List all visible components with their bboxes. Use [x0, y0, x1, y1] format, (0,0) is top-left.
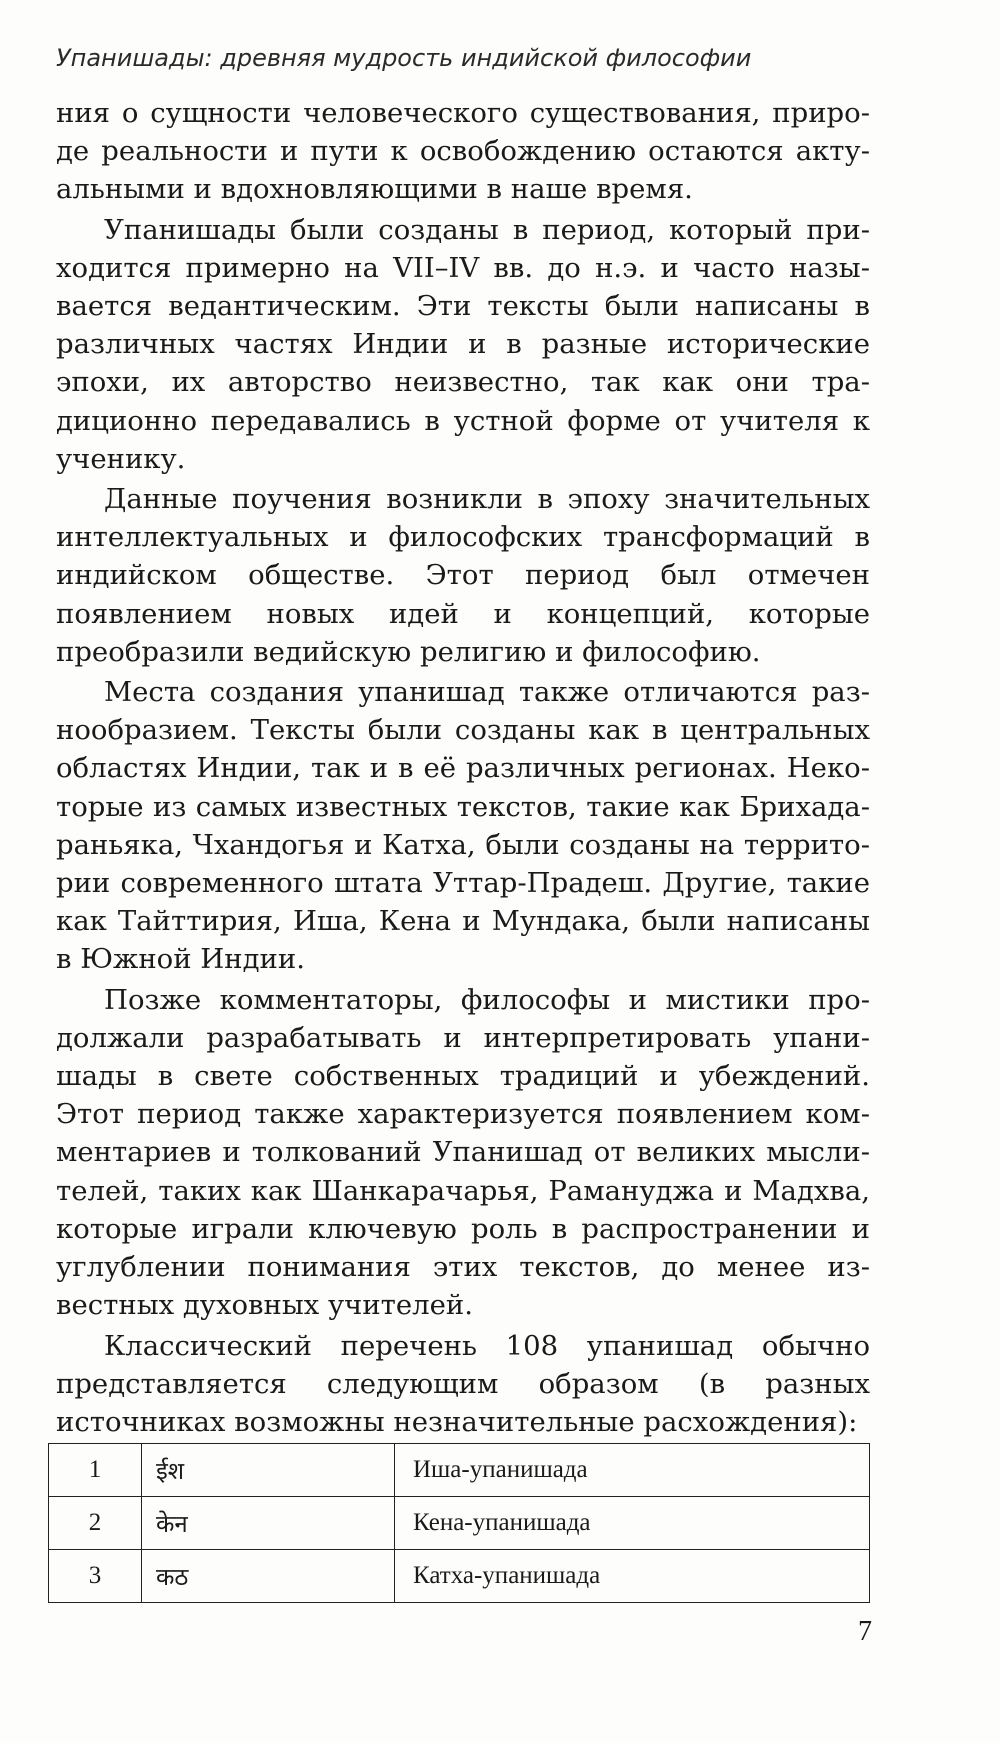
table-row: [49, 1550, 870, 1603]
devanagari-title: कठ: [142, 1550, 395, 1603]
row-number: 1: [49, 1444, 142, 1497]
paragraph: Классический перечень 108 упанишад обычно представляется следующим образом (в разных источниках возможны незначительные расхождения):: [56, 1329, 870, 1438]
paragraph: Упанишады были созданы в период, который приходится примерно на VII–IV вв. до н.э. и часто называется ведантическим. Эти тексты были написаны в различных частях Индии и в разные исторические эпохи, их авторство неизвестно, так как они традиционно передавались в устной форме от учителя к ученику.: [56, 213, 870, 475]
upanishad-name: Кена-упанишада: [395, 1497, 870, 1550]
running-head: Упанишады: древняя мудрость индийской философии: [56, 44, 752, 72]
table-row: [49, 1444, 870, 1497]
body-text: [56, 94, 870, 1443]
upanishad-name: Катха-упанишада: [395, 1550, 870, 1603]
paragraph: Места создания упанишад также отличаются разнообразием. Тексты были созданы как в центральных областях Индии, так и в её различных регионах. Некоторые из самых известных текстов, такие как Брихадараньяка, Чхандогья и Катха, были созданы на территории современного штата Уттар-Прадеш. Другие, такие как Тайттирия, Иша, Кена и Мундака, были написаны в Южной Индии.: [56, 676, 870, 976]
paragraph: ния о сущности человеческого существования, природе реальности и пути к освобождению остаются актуальными и вдохновляющими в наше время.: [56, 97, 870, 206]
devanagari-title: ईश: [142, 1444, 395, 1497]
devanagari-title: केन: [142, 1497, 395, 1550]
row-number: 2: [49, 1497, 142, 1550]
table-row: [49, 1497, 870, 1550]
row-number: 3: [49, 1550, 142, 1603]
paragraph: Позже комментаторы, философы и мистики продолжали разрабатывать и интерпретировать упанишады в свете собственных традиций и убеждений. Этот период также характеризуется появлением комментариев и толкований Упанишад от великих мыслителей, таких как Шанкарачарья, Рамануджа и Мадхва, которые играли ключевую роль в распространении и углублении понимания этих текстов, до менее известных духовных учителей.: [56, 983, 870, 1322]
page-number: 7: [858, 1616, 872, 1647]
upanishads-table: [48, 1443, 870, 1603]
paragraph: Данные поучения возникли в эпоху значительных интеллектуальных и философских трансформаций в индийском обществе. Этот период был отмечен появлением новых идей и концепций, которые преобразили ведийскую религию и философию.: [56, 483, 870, 668]
upanishad-name: Иша-упанишада: [395, 1444, 870, 1497]
